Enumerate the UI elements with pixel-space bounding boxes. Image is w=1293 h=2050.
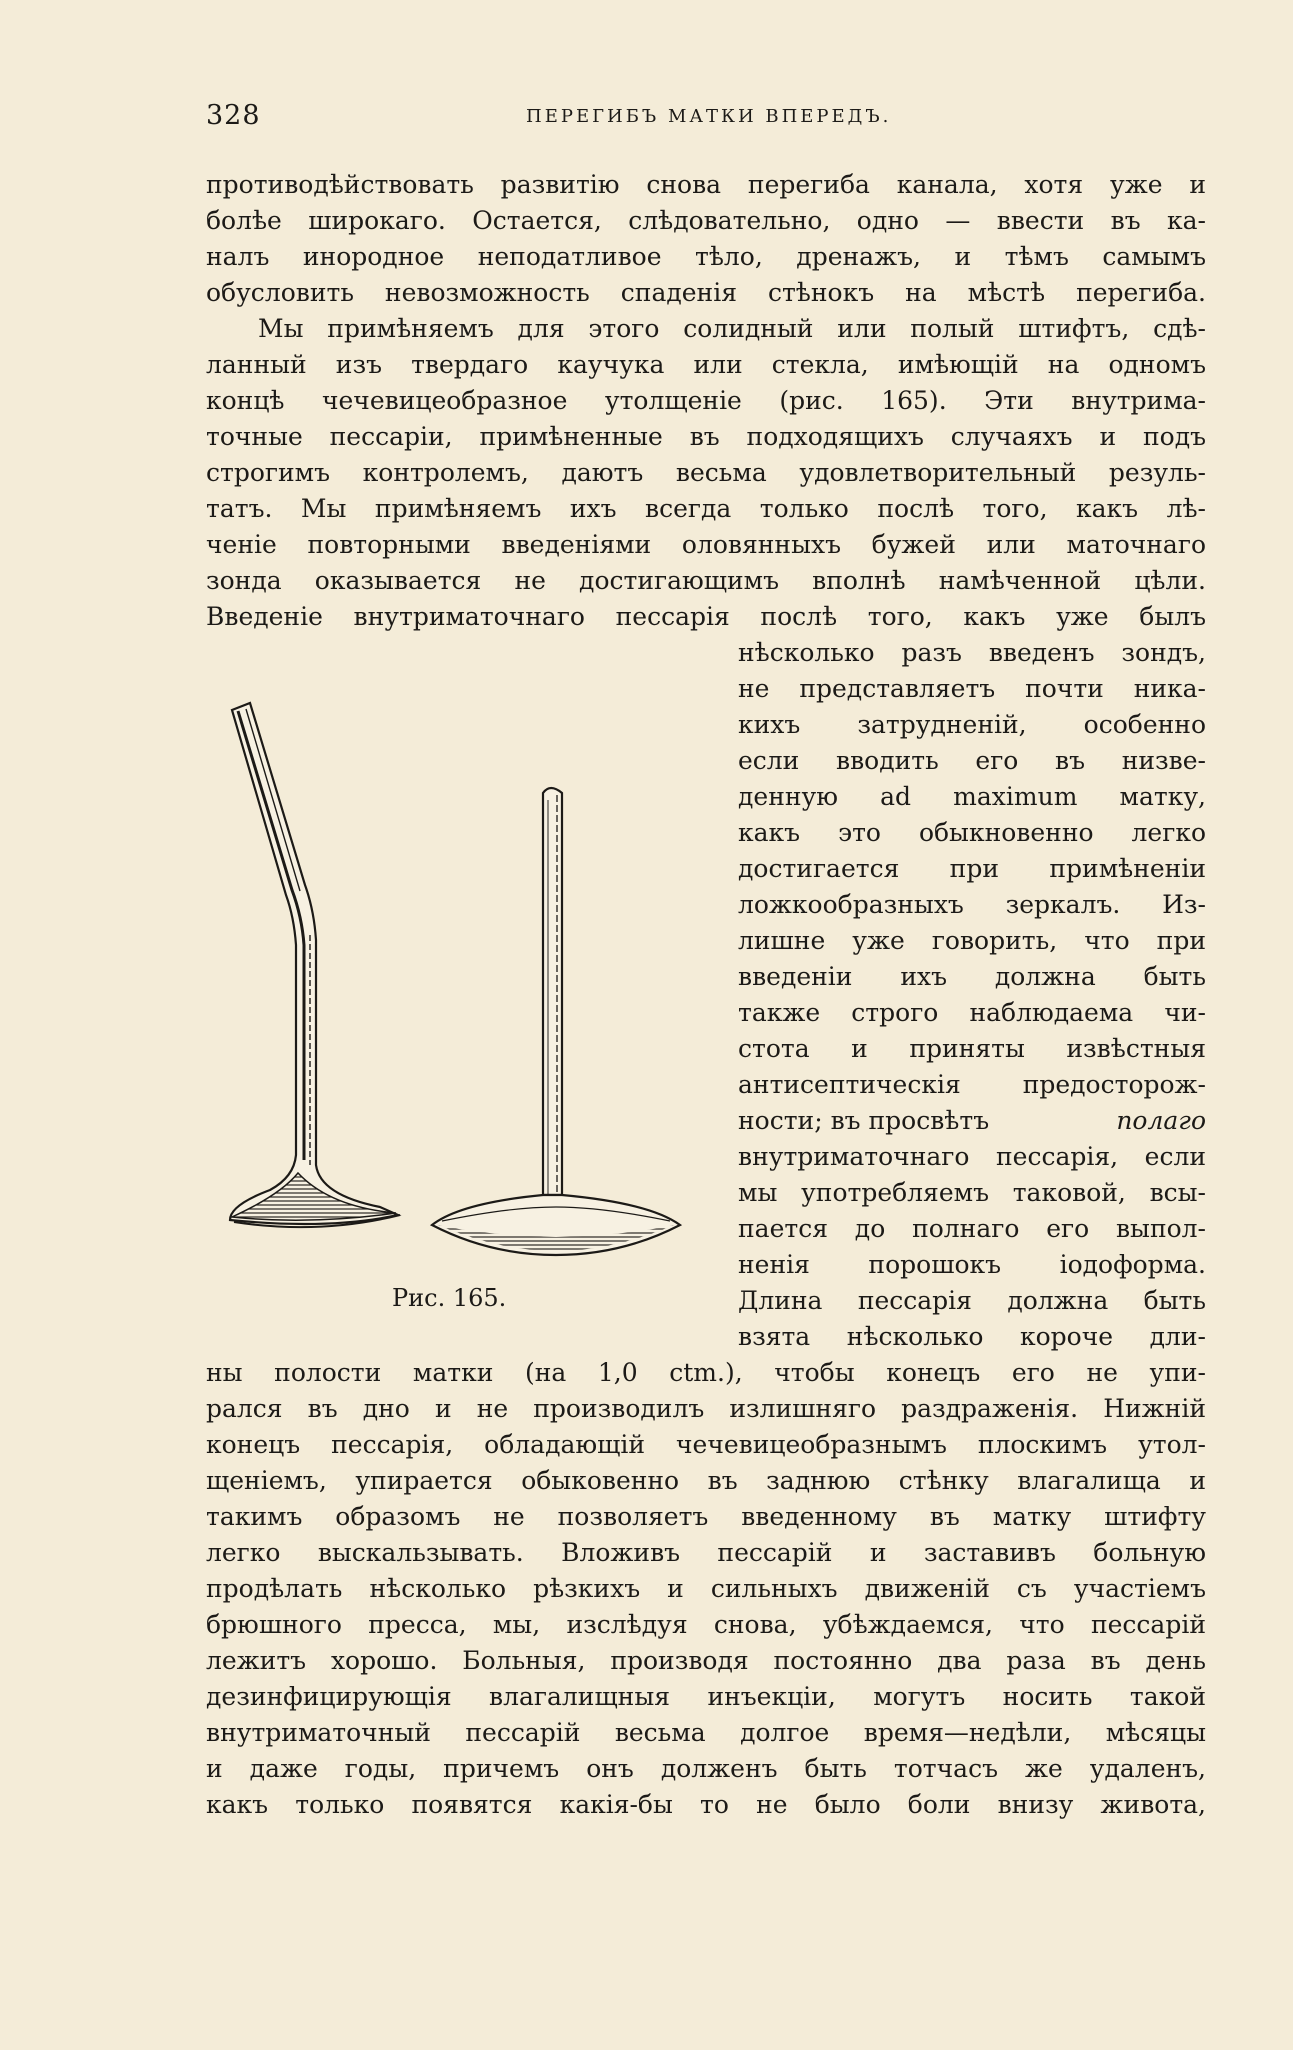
text-line: пается до полнаго его выпол- [738, 1214, 1206, 1243]
text-line: болѣе широкаго. Остается, слѣдовательно, одно — ввести въ ка- [206, 206, 1206, 235]
text-line: конецъ пессарія, обладающій чечевицеобразнымъ плоскимъ утол- [206, 1430, 1206, 1459]
text-line: налъ инородное неподатливое тѣло, дренажъ, и тѣмъ самымъ [206, 242, 1206, 271]
text-line: татъ. Мы примѣняемъ ихъ всегда только послѣ того, какъ лѣ- [206, 494, 1206, 523]
page-number: 328 [206, 100, 261, 131]
text-line: строгимъ контролемъ, даютъ весьма удовлетворительный резуль- [206, 458, 1206, 487]
text-line: такимъ образомъ не позволяетъ введенному въ матку штифту [206, 1502, 1206, 1531]
figure-165 [210, 695, 690, 1320]
text-line: если вводить его въ низве- [738, 746, 1206, 775]
text-line: денную ad maximum матку, [738, 782, 1206, 811]
text-line: введеніи ихъ должна быть [738, 962, 1206, 991]
text-line: взята нѣсколько короче дли- [738, 1322, 1206, 1351]
text-line: точные пессаріи, примѣненные въ подходящихъ случаяхъ и подъ [206, 422, 1206, 451]
text-line: лишне уже говорить, что при [738, 926, 1206, 955]
text-line: ны полости матки (на 1,0 ctm.), чтобы конецъ его не упи- [206, 1358, 1206, 1387]
running-head: ПЕРЕГИБЪ МАТКИ ВПЕРЕДЪ. [526, 106, 892, 127]
text-line: Мы примѣняемъ для этого солидный или полый штифтъ, сдѣ- [258, 314, 1206, 343]
text-line: ложкообразныхъ зеркалъ. Из- [738, 890, 1206, 919]
text-line: внутриматочный пессарій весьма долгое время—недѣли, мѣсяцы [206, 1718, 1206, 1747]
text-line: мы употребляемъ таковой, всы- [738, 1178, 1206, 1207]
text-line: ланный изъ твердаго каучука или стекла, имѣющій на одномъ [206, 350, 1206, 379]
text-line: щеніемъ, упирается обыковенно въ заднюю стѣнку влагалища и [206, 1466, 1206, 1495]
pessary-illustration [210, 695, 690, 1320]
text-line: концѣ чечевицеобразное утолщеніе (рис. 165). Эти внутрима- [206, 386, 1206, 415]
text-line-mixed [738, 1106, 1206, 1135]
text-line: ченіе повторными введеніями оловянныхъ бужей или маточнаго [206, 530, 1206, 559]
text-line: противодѣйствовать развитію снова перегиба канала, хотя уже и [206, 170, 1206, 199]
straight-pessary [432, 788, 680, 1255]
text-line: рался въ дно и не производилъ излишняго раздраженія. Нижній [206, 1394, 1206, 1423]
text-line: брюшного пресса, мы, изслѣдуя снова, убѣждаемся, что пессарій [206, 1610, 1206, 1639]
italic-word: полаго [1116, 1106, 1206, 1135]
text-line: внутриматочнаго пессарія, если [738, 1142, 1206, 1171]
text-line: антисептическія предосторож- [738, 1070, 1206, 1099]
text-line: лежитъ хорошо. Больныя, производя постоянно два раза въ день [206, 1646, 1206, 1675]
text-line: не представляетъ почти ника- [738, 674, 1206, 703]
text-line: и даже годы, причемъ онъ долженъ быть тотчасъ же удаленъ, [206, 1754, 1206, 1783]
page-header [206, 100, 1206, 140]
text-line: Введеніе внутриматочнаго пессарія послѣ того, какъ уже былъ [206, 602, 1206, 631]
text-line: ненія порошокъ іодоформа. [738, 1250, 1206, 1279]
text-line: какъ это обыкновенно легко [738, 818, 1206, 847]
text-line: зонда оказывается не достигающимъ вполнѣ намѣченной цѣли. [206, 566, 1206, 595]
text-line: стота и приняты извѣстныя [738, 1034, 1206, 1063]
text-line: легко выскальзывать. Вложивъ пессарій и заставивъ больную [206, 1538, 1206, 1567]
text-line: дезинфицирующія влагалищныя инъекціи, могутъ носить такой [206, 1682, 1206, 1711]
text-line: нѣсколько разъ введенъ зондъ, [738, 638, 1206, 667]
text-line: Длина пессарія должна быть [738, 1286, 1206, 1315]
text-line: достигается при примѣненіи [738, 854, 1206, 883]
text-line: также строго наблюдаема чи- [738, 998, 1206, 1027]
bent-pessary [230, 703, 400, 1227]
text-line: какъ только появятся какія-бы то не было боли внизу живота, [206, 1790, 1206, 1819]
text-segment: ности; въ просвѣтъ [738, 1106, 990, 1135]
figure-caption: Рис. 165. [392, 1284, 507, 1312]
text-line: продѣлать нѣсколько рѣзкихъ и сильныхъ движеній съ участіемъ [206, 1574, 1206, 1603]
text-line: кихъ затрудненій, особенно [738, 710, 1206, 739]
text-line: обусловить невозможность спаденія стѣнокъ на мѣстѣ перегиба. [206, 278, 1206, 307]
